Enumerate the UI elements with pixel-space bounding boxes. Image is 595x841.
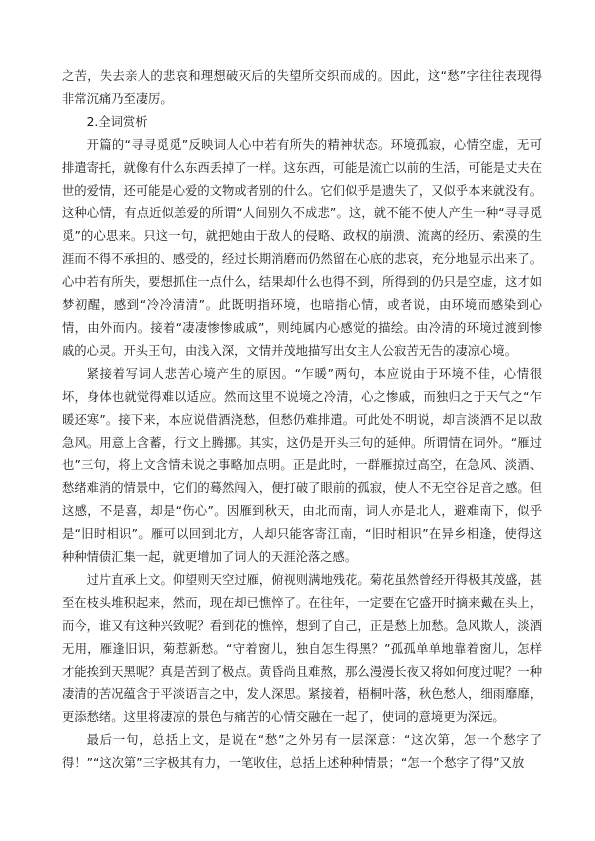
paragraph-conclusion: 最后一句，总括上文，是说在“愁”之外另有一层深意：“这次第，怎一个愁字了得！”“这次第”三字极其有力，一笔收住，总括上述种种情景；“怎一个愁字了得”又放	[62, 733, 542, 771]
paragraph-cause-analysis: 紧接着写词人悲苦心境产生的原因。“乍暖”两句，本应说由于环境不佳，心情很坏，身体也就觉得难以适应。然而这里不说境之冷清，心之惨戚，而独归之于天气之“乍暖还寒”。接下来，本应说借酒浇愁，但愁仍难排遣。可此处不明说，却言淡酒不足以敌急风。用意上含蓄，行文上腾挪。其实，这仍是开头三句的延伸。所谓情在词外。“雁过也”三句，将上文含情未说之事略加点明。正是此时，一群雁掠过高空，在急风、淡酒、愁绪难消的情景中，它们的蓦然闯入，便打破了眼前的孤寂，使人不无空谷足音之感。但这感，不是喜，却是“伤心”。因雁到秋天，由北而南，词人亦是北人，避难南下，似乎是“旧时相识”。雁可以回到北方，人却只能客寄江南，“旧时相识”在异乡相逢，使得这种种情债汇集一起，就更增加了词人的天涯沦落之感。	[62, 366, 542, 565]
document-body	[62, 65, 542, 775]
paragraph-continuation: 之苦，失去亲人的悲哀和理想破灭后的失望所交织而成的。因此，这“愁”字往往表现得非常沉痛乃至凄厉。	[62, 69, 542, 106]
section-heading: 2.全词赏析	[86, 114, 148, 129]
paragraph-second-stanza: 过片直承上文。仰望则天空过雁，俯视则满地残花。菊花虽然曾经开得极其茂盛，甚至在枝头堆积起来，然而，现在却已憔悴了。在往年，一定要在它盛开时摘来戴在头上，而今，谁又有这种兴致呢？看到花的憔悴，想到了自己，正是愁上加愁。急风欺人，淡酒无用，雁逢旧识，菊惹新愁。“守着窗儿，独自怎生得黑？”孤孤单单地靠着窗儿，怎样才能挨到天黑呢？真是苦到了极点。黄昏尚且难熬，那么漫漫长夜又将如何度过呢？一种凄清的苦况蕴含于平淡语言之中，发人深思。紧接着，梧桐叶落，秋色愁人，细雨靡靡，更添愁绪。这里将凄凉的景色与痛苦的心情交融在一起了，使词的意境更为深远。	[62, 572, 542, 725]
paragraph-opening-analysis: 开篇的“寻寻觅觅”反映词人心中若有所失的精神状态。环境孤寂，心情空虚，无可排遣寄托，就像有什么东西丢掉了一样。这东西，可能是流亡以前的生活，可能是丈夫在世的爱情，还可能是心爱的文物或者别的什么。它们似乎是遗失了，又似乎本来就没有。这种心情，有点近似恙爱的所谓“人间别久不成悲”。这，就不能不使人产生一种“寻寻觅觅”的心思来。只这一句，就把她由于敌人的侵略、政权的崩溃、流离的经历、索漠的生涯而不得不承担的、感受的，经过长期消磨而仍然留在心底的悲哀，充分地显示出来了。心中若有所失，要想抓住一点什么，结果却什么也得不到，所得到的仍只是空虚，这才如梦初醒，感到“冷冷清清”。此既明指环境，也暗指心情，或者说，由环境而感染到心情，由外而内。接着“凄凄惨惨戚戚”，则纯属内心感觉的描绘。由冷清的环境过渡到惨戚的心灵。开头王句，由浅入深，文情并茂地描写出女主人公寂苦无告的凄凉心境。	[62, 137, 542, 358]
